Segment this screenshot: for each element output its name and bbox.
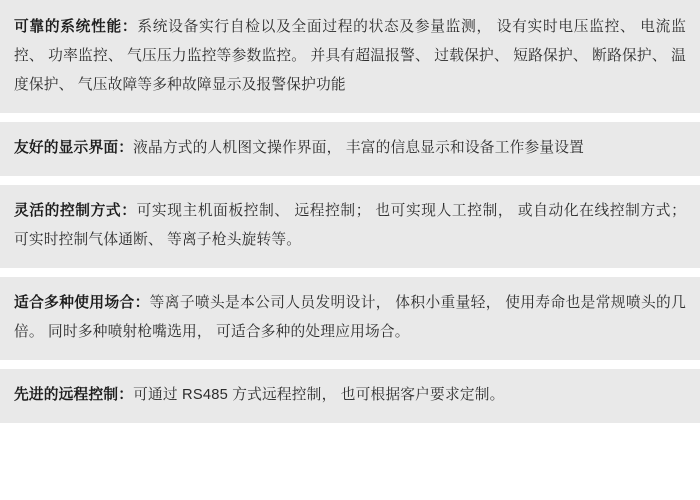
feature-title: 可靠的系统性能：: [14, 19, 138, 35]
feature-text: [14, 13, 686, 100]
feature-body: 液晶方式的人机图文操作界面， 丰富的信息显示和设备工作参量设置: [133, 140, 585, 156]
feature-body: 可实现主机面板控制、 远程控制； 也可实现人工控制， 或自动化在线控制方式； 可实时控制气体通断、 等离子枪头旋转等。: [14, 203, 687, 248]
feature-body: 等离子喷头是本公司人员发明设计， 体积小重量轻， 使用寿命也是常规喷头的几倍。 同时多种喷射枪嘴选用， 可适合多种的处理应用场合。: [14, 295, 686, 340]
feature-text: [14, 289, 686, 347]
feature-block-control-mode: [0, 185, 700, 268]
feature-block-application-scenarios: [0, 277, 700, 360]
feature-body: 系统设备实行自检以及全面过程的状态及参量监测， 设有实时电压监控、 电流监控、 功率监控、 气压压力监控等参数监控。 并具有超温报警、 过载保护、 短路保护、 断路保护、 温度保护、 气压故障等多种故障显示及报警保护功能: [14, 19, 686, 93]
feature-title: 适合多种使用场合：: [14, 295, 150, 311]
feature-title: 先进的远程控制：: [14, 387, 134, 403]
feature-block-display-interface: [0, 122, 700, 176]
feature-text: [14, 381, 686, 410]
feature-block-reliable-performance: [0, 0, 700, 113]
feature-title: 灵活的控制方式：: [14, 203, 137, 219]
feature-title: 友好的显示界面：: [14, 140, 134, 156]
feature-text: [14, 197, 686, 255]
feature-text: [14, 134, 686, 163]
feature-block-remote-control: [0, 369, 700, 423]
feature-body: 可通过 RS485 方式远程控制， 也可根据客户要求定制。: [133, 387, 505, 403]
